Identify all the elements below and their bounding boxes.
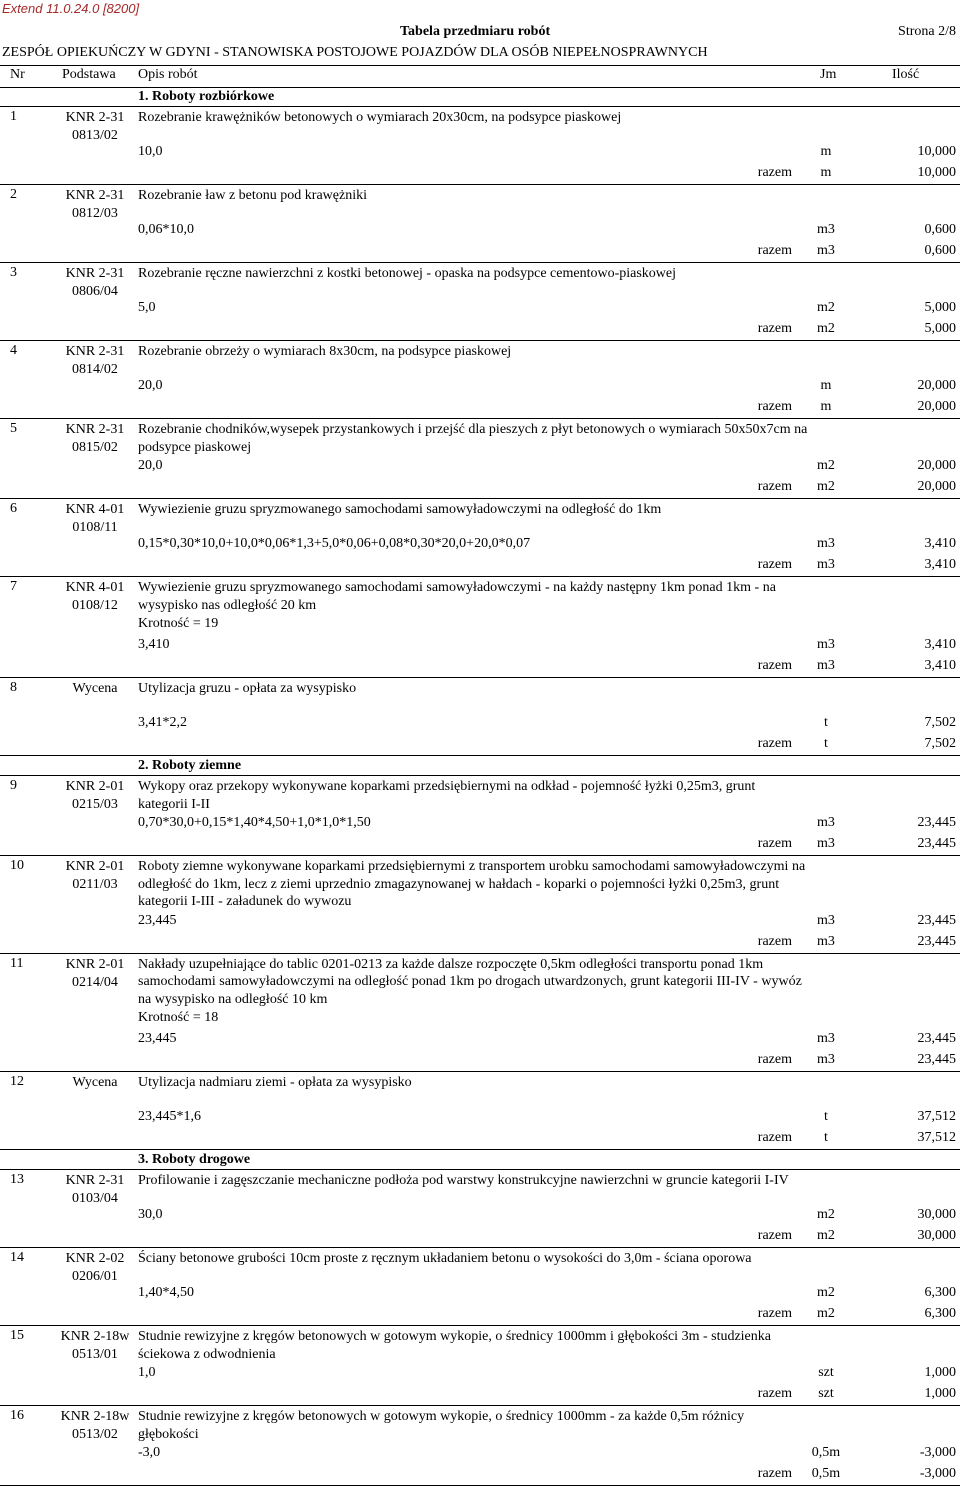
measure-line (0, 1205, 960, 1226)
formula: 5,0 (138, 300, 156, 315)
unit: m3 (817, 912, 835, 928)
item-description: Rozebranie chodników,wysepek przystankowych i przejść dla pieszych z płyt betonowych o wymiarach 50x50x7cm na podsypce piaskowej (138, 422, 808, 455)
total-line (0, 1384, 960, 1405)
unit: m (820, 378, 832, 393)
unit: m3 (817, 536, 835, 551)
item-description: Studnie rewizyjne z kręgów betonowych w gotowym wykopie, o średnicy 1000mm i głębokości 3m - studzienka ściekowa z odwodnienia (138, 1329, 771, 1362)
item-description: Ściany betonowe grubości 10cm proste z ręcznym układaniem betonu o wysokości do 3,0m - ściana oporowa (138, 1251, 752, 1266)
table-row (0, 1170, 960, 1248)
unit: m3 (817, 1031, 835, 1046)
section-title: 2. Roboty ziemne (138, 758, 242, 773)
project-name: ZESPÓŁ OPIEKUŃCZY W GDYNI - STANOWISKA POSTOJOWE POJAZDÓW DLA OSÓB NIEPEŁNOSPRAWNYCH (2, 45, 708, 60)
unit: m2 (817, 458, 835, 473)
item-description: Roboty ziemne wykonywane koparkami przedsiębiernymi z transportem urobku samochodami samowyładowczymi na odległość do 1km, lecz z ziemi uprzednio zmagazynowanej w hałdach - koparki o pojemności łyżki 0,25m3, grunt kategorii I-III - załadunek do wywozu (138, 859, 806, 909)
measure-line (0, 376, 960, 397)
total-label: razem (757, 479, 792, 494)
section-title: 3. Roboty drogowe (138, 1152, 251, 1167)
formula: 30,0 (138, 1207, 163, 1222)
item-description: Wywiezienie gruzu spryzmowanego samochodami samowyładowczymi - na każdy następny 1km ponad 1km - na wysypisko nas odległość 20 km (138, 580, 776, 613)
document-title: Tabela przedmiaru robót (400, 24, 551, 39)
quantity: 7,502 (924, 736, 956, 751)
section-header (0, 1150, 960, 1170)
unit: t (824, 715, 828, 730)
measure-line (0, 456, 960, 477)
unit: m2 (817, 1228, 835, 1243)
quantity: 3,410 (924, 536, 956, 551)
quantity: 10,000 (917, 144, 956, 159)
total-line (0, 734, 960, 755)
estimate-table (0, 87, 960, 1486)
formula: 3,410 (138, 637, 170, 652)
measure-line (0, 534, 960, 555)
table-row (0, 954, 960, 1073)
quantity: 6,300 (924, 1285, 956, 1300)
item-description: Nakłady uzupełniające do tablic 0201-0213 za każde dalsze rozpoczęte 0,5km odległości transportu ponad 1km samochodami samowyładowczymi na odległość ponad 1km po drogach utwardzonych, grunt kategorii III-IV - wywóz na wysypisko na odległość 10 km (138, 956, 802, 1007)
unit: szt (818, 1365, 834, 1380)
item-description: Rozebranie ręczne nawierzchni z kostki betonowej - opaska na podsypce cementowo-piaskowej (138, 266, 677, 281)
quantity: 1,000 (924, 1365, 956, 1380)
measure-line (0, 911, 960, 932)
item-number: 15 (10, 1328, 24, 1343)
measure-line (0, 614, 960, 635)
total-label: razem (757, 165, 792, 180)
unit: m (820, 144, 832, 159)
item-number: 8 (10, 680, 17, 695)
measure-line (0, 635, 960, 656)
total-line (0, 1050, 960, 1071)
item-number: 7 (10, 579, 17, 594)
quantity: 7,502 (924, 715, 956, 730)
table-row (0, 263, 960, 341)
unit: m (820, 165, 832, 180)
item-basis: KNR 2-31 0103/04 (65, 1173, 125, 1206)
formula: 10,0 (138, 144, 163, 159)
measure-line (0, 1008, 960, 1029)
total-line (0, 163, 960, 184)
col-header-qty: Ilość (892, 67, 920, 82)
unit: m3 (817, 815, 835, 830)
total-line (0, 555, 960, 576)
item-description: Studnie rewizyjne z kręgów betonowych w gotowym wykopie, o średnicy 1000mm - za każde 0,5m różnicy głębokości (138, 1409, 745, 1442)
unit: m2 (817, 479, 835, 494)
quantity: 6,300 (924, 1306, 956, 1321)
quantity: 30,000 (917, 1228, 956, 1243)
table-row (0, 678, 960, 756)
measure-line (0, 220, 960, 241)
unit: t (824, 736, 828, 751)
item-basis: KNR 2-01 0211/03 (65, 859, 125, 892)
unit: m3 (817, 658, 835, 673)
formula: 1,0 (138, 1365, 156, 1380)
quantity: 20,000 (917, 399, 956, 414)
quantity: 0,600 (924, 222, 956, 237)
total-line (0, 319, 960, 340)
item-basis: KNR 2-18w 0513/02 (60, 1409, 130, 1442)
page-number: Strona 2/8 (898, 24, 956, 39)
unit: m2 (817, 1207, 835, 1222)
formula: -3,0 (138, 1445, 161, 1460)
unit: m3 (817, 637, 835, 652)
quantity: 3,410 (924, 557, 956, 572)
item-number: 6 (10, 501, 17, 516)
item-number: 4 (10, 343, 17, 358)
unit: m3 (817, 836, 835, 851)
formula: 23,445 (138, 1031, 177, 1046)
item-basis: KNR 2-01 0214/04 (65, 956, 125, 990)
measure-line (0, 1283, 960, 1304)
total-label: razem (757, 321, 792, 336)
col-header-unit: Jm (820, 67, 837, 82)
unit: m2 (817, 1306, 835, 1321)
quantity: 5,000 (924, 321, 956, 336)
quantity: 37,512 (917, 1130, 956, 1145)
item-number: 1 (10, 109, 17, 124)
item-description: Wykopy oraz przekopy wykonywane koparkami przedsiębiernymi na odkład - pojemność łyżki 0,25m3, grunt kategorii I-II (138, 779, 756, 812)
measure-line (0, 298, 960, 319)
app-version: Extend 11.0.24.0 [8200] (2, 1, 140, 16)
quantity: 23,445 (917, 933, 956, 949)
total-label: razem (757, 836, 792, 851)
total-label: razem (757, 1052, 792, 1067)
measure-line (0, 1443, 960, 1464)
total-line (0, 656, 960, 677)
item-number: 12 (10, 1074, 24, 1089)
item-basis: KNR 2-31 0815/02 (65, 422, 125, 455)
formula: Krotność = 18 (138, 1010, 219, 1025)
section-title: 1. Roboty rozbiórkowe (138, 89, 275, 104)
item-number: 2 (10, 187, 17, 202)
unit: m3 (817, 222, 835, 237)
quantity: 23,445 (917, 912, 956, 928)
section-header (0, 756, 960, 776)
quantity: 5,000 (924, 300, 956, 315)
unit: t (824, 1109, 828, 1124)
quantity: 3,410 (924, 658, 956, 673)
item-number: 5 (10, 421, 17, 436)
table-row (0, 577, 960, 678)
col-header-desc: Opis robót (138, 67, 198, 82)
formula: 20,0 (138, 378, 163, 393)
table-row (0, 1072, 960, 1150)
quantity: 23,445 (917, 815, 956, 830)
quantity: 20,000 (917, 378, 956, 393)
total-label: razem (757, 1306, 792, 1321)
item-basis: KNR 2-01 0215/03 (65, 779, 125, 812)
total-label: razem (757, 1130, 792, 1145)
item-basis: KNR 2-31 0813/02 (65, 110, 125, 143)
measure-line (0, 1107, 960, 1128)
item-number: 10 (10, 858, 24, 873)
total-line (0, 932, 960, 953)
quantity: 20,000 (917, 458, 956, 473)
total-line (0, 1226, 960, 1247)
quantity: 23,445 (917, 1031, 956, 1046)
total-label: razem (757, 1466, 792, 1481)
item-basis: KNR 2-18w 0513/01 (60, 1329, 130, 1362)
quantity: 1,000 (924, 1386, 956, 1401)
item-description: Rozebranie krawężników betonowych o wymiarach 20x30cm, na podsypce piaskowej (138, 110, 622, 125)
total-label: razem (757, 1228, 792, 1243)
table-row (0, 185, 960, 263)
total-line (0, 397, 960, 418)
formula: 0,70*30,0+0,15*1,40*4,50+1,0*1,0*1,50 (138, 815, 371, 830)
total-label: razem (757, 658, 792, 673)
item-basis: KNR 2-31 0806/04 (65, 266, 125, 299)
total-line (0, 241, 960, 262)
quantity: 23,445 (917, 836, 956, 851)
quantity: 0,600 (924, 243, 956, 258)
item-description: Utylizacja nadmiaru ziemi - opłata za wysypisko (138, 1075, 412, 1090)
measure-line (0, 1363, 960, 1384)
table-row (0, 776, 960, 856)
formula: 20,0 (138, 458, 163, 473)
formula: 23,445*1,6 (138, 1109, 201, 1124)
table-row (0, 107, 960, 185)
formula: 3,41*2,2 (138, 715, 187, 730)
table-row (0, 419, 960, 499)
item-description: Profilowanie i zagęszczanie mechaniczne podłoża pod warstwy konstrukcyjne nawierzchni w gruncie kategorii I-IV (138, 1173, 789, 1188)
table-row (0, 499, 960, 577)
quantity: 10,000 (917, 165, 956, 180)
total-label: razem (757, 933, 792, 949)
col-header-nr: Nr (10, 67, 25, 82)
table-row (0, 1326, 960, 1406)
total-line (0, 834, 960, 855)
table-row (0, 856, 960, 954)
item-number: 13 (10, 1172, 24, 1187)
quantity: -3,000 (919, 1445, 956, 1460)
item-description: Utylizacja gruzu - opłata za wysypisko (138, 681, 357, 696)
total-label: razem (757, 736, 792, 751)
item-number: 3 (10, 265, 17, 280)
total-label: razem (757, 399, 792, 414)
unit: m3 (817, 933, 835, 949)
total-line (0, 1464, 960, 1485)
unit: m2 (817, 1285, 835, 1300)
item-basis: KNR 2-31 0812/03 (65, 188, 125, 221)
total-line (0, 1128, 960, 1149)
item-description: Rozebranie ław z betonu pod krawężniki (138, 188, 367, 203)
formula: 0,06*10,0 (138, 222, 194, 237)
quantity: 37,512 (917, 1109, 956, 1124)
total-label: razem (757, 557, 792, 572)
quantity: 23,445 (917, 1052, 956, 1067)
item-basis: KNR 2-31 0814/02 (65, 344, 125, 377)
item-basis: Wycena (72, 681, 118, 696)
item-basis: KNR 2-02 0206/01 (65, 1251, 125, 1284)
unit: 0,5m (811, 1466, 841, 1481)
unit: m3 (817, 243, 835, 258)
section-header (0, 87, 960, 107)
measure-line (0, 1029, 960, 1050)
header-rule-top (0, 65, 960, 66)
formula: Krotność = 19 (138, 616, 219, 631)
item-basis: Wycena (72, 1075, 118, 1090)
quantity: 20,000 (917, 479, 956, 494)
item-number: 9 (10, 778, 17, 793)
unit: m2 (817, 321, 835, 336)
formula: 1,40*4,50 (138, 1285, 194, 1300)
item-number: 14 (10, 1250, 24, 1265)
item-description: Rozebranie obrzeży o wymiarach 8x30cm, na podsypce piaskowej (138, 344, 512, 359)
total-label: razem (757, 1386, 792, 1401)
item-basis: KNR 4-01 0108/11 (65, 502, 125, 535)
table-row (0, 1406, 960, 1486)
formula: 23,445 (138, 912, 177, 928)
total-line (0, 477, 960, 498)
measure-line (0, 142, 960, 163)
unit: 0,5m (811, 1445, 841, 1460)
item-number: 11 (10, 955, 24, 971)
unit: szt (818, 1386, 834, 1401)
table-row (0, 341, 960, 419)
unit: m3 (817, 557, 835, 572)
unit: t (824, 1130, 828, 1145)
quantity: 30,000 (917, 1207, 956, 1222)
item-basis: KNR 4-01 0108/12 (65, 580, 125, 613)
measure-line (0, 813, 960, 834)
quantity: -3,000 (919, 1466, 956, 1481)
item-description: Wywiezienie gruzu spryzmowanego samochodami samowyładowczymi na odległość do 1km (138, 502, 662, 517)
total-label: razem (757, 243, 792, 258)
measure-line (0, 713, 960, 734)
col-header-basis: Podstawa (62, 67, 116, 82)
formula: 0,15*0,30*10,0+10,0*0,06*1,3+5,0*0,06+0,08*0,30*20,0+20,0*0,07 (138, 536, 531, 551)
unit: m2 (817, 300, 835, 315)
unit: m (820, 399, 832, 414)
total-line (0, 1304, 960, 1325)
table-row (0, 1248, 960, 1326)
item-number: 16 (10, 1408, 24, 1423)
unit: m3 (817, 1052, 835, 1067)
quantity: 3,410 (924, 637, 956, 652)
